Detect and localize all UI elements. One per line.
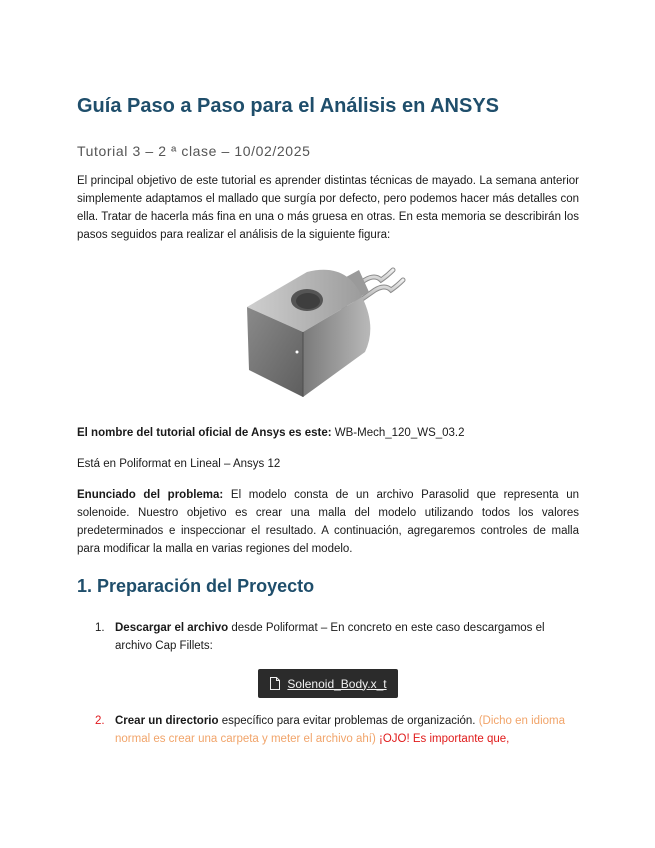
problem-statement — [77, 486, 579, 558]
orange-note: (Dicho en idioma normal es crear una carpeta y meter el archivo ahí) — [115, 715, 565, 745]
list-body: desde Poliformat – En concreto en este caso descargamos el archivo Cap Fillets: — [115, 622, 545, 652]
page-subtitle: Tutorial 3 – 2 ª clase – 10/02/2025 — [77, 143, 311, 159]
file-icon — [269, 677, 281, 690]
list-text — [115, 619, 579, 655]
tutorial-name-line — [77, 424, 579, 442]
location-line: Está en Poliformat en Lineal – Ansys 12 — [77, 458, 281, 470]
red-note: ¡OJO! Es importante que, — [375, 733, 510, 745]
list-text — [115, 712, 579, 748]
file-name-link[interactable]: Solenoid_Body.x_t — [287, 676, 387, 691]
list-bold: Descargar el archivo — [115, 622, 229, 634]
solenoid-figure — [237, 252, 417, 402]
tutorial-name-value: WB-Mech_120_WS_03.2 — [331, 427, 465, 439]
file-attachment-chip[interactable] — [258, 669, 398, 698]
list-number: 2. — [95, 715, 105, 727]
list-bold: Crear un directorio — [115, 715, 219, 727]
solenoid-3d-model-icon — [237, 252, 417, 402]
tutorial-name-label: El nombre del tutorial oficial de Ansys es este: — [77, 427, 332, 439]
list-body: específico para evitar problemas de organización. — [218, 715, 479, 727]
intro-paragraph: El principal objetivo de este tutorial es aprender distintas técnicas de mayado. La semana anterior simplemente adaptamos el mallado que surgía por defecto, pero podemos hacer más detalles con ella. Tratar de hacerla más fina en una o más gruesa en otras. En esta memoria se describirán los pasos seguidos para realizar el análisis de la siguiente figura: — [77, 175, 579, 241]
problem-label: Enunciado del problema: — [77, 489, 224, 501]
section-heading-preparation: 1. Preparación del Proyecto — [77, 576, 315, 596]
page-title: Guía Paso a Paso para el Análisis en ANSYS — [77, 95, 500, 117]
list-number: 1. — [95, 622, 105, 634]
problem-text: El modelo consta de un archivo Parasolid que representa un solenoide. Nuestro objetivo es crear una malla del modelo utilizando todos los valores predeterminados e inspeccionar el resultado. A continuación, agregaremos controles de malla para modificar la malla en varias regiones del modelo. — [77, 489, 579, 555]
